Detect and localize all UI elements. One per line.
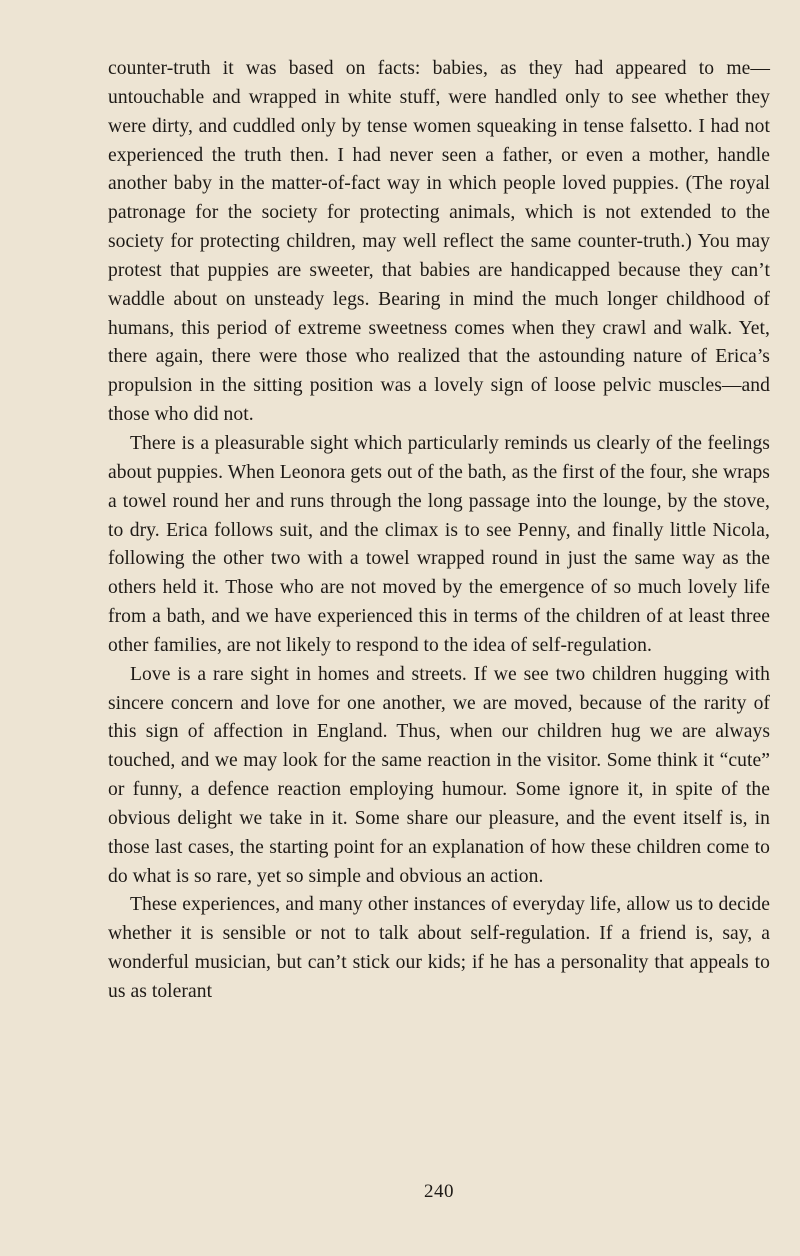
- body-text: [108, 55, 770, 1007]
- paragraph-4: These experiences, and many other instances of everyday life, allow us to decide whether it is sensible or not to talk about self-regulation. If a friend is, say, a wonderful musician, but can’t stick our kids; if he has a personality that appeals to us as tolerant: [108, 894, 770, 1002]
- paragraph-1: counter-truth it was based on facts: babies, as they had appeared to me—untouchable and wrapped in white stuff, were handled only to see whether they were dirty, and cuddled only by tense women squeaking in tense falsetto. I had not experienced the truth then. I had never seen a father, or even a mother, handle another baby in the matter-of-fact way in which people loved puppies. (The royal patronage for the society for protecting animals, which is not extended to the society for protecting children, may well reflect the same counter-truth.) You may protest that puppies are sweeter, that babies are handicapped because they can’t waddle about on unsteady legs. Bearing in mind the much longer childhood of humans, this period of extreme sweetness comes when they crawl and walk. Yet, there again, there were those who realized that the astounding nature of Erica’s propulsion in the sitting position was a lovely sign of loose pelvic muscles—and those who did not.: [108, 58, 770, 426]
- page-number: 240: [424, 1181, 454, 1202]
- paragraph-3: Love is a rare sight in homes and streets. If we see two children hugging with sincere concern and love for one another, we are moved, because of the rarity of this sign of affection in England. Thus, when our children hug we are always touched, and we may look for the same reaction in the visitor. Some think it “cute” or funny, a defence reaction employing humour. Some ignore it, in spite of the obvious delight we take in it. Some share our pleasure, and the event itself is, in those last cases, the starting point for an explanation of how these children come to do what is so rare, yet so simple and obvious an action.: [108, 663, 770, 887]
- paragraph-2: There is a pleasurable sight which particularly reminds us clearly of the feelings about puppies. When Leonora gets out of the bath, as the first of the four, she wraps a towel round her and runs through the long passage into the lounge, by the stove, to dry. Erica follows suit, and the climax is to see Penny, and finally little Nicola, following the other two with a towel wrapped round in just the same way as the others held it. Those who are not moved by the emergence of so much lovely life from a bath, and we have experienced this in terms of the children of at least three other families, are not likely to respond to the idea of self-regulation.: [108, 432, 770, 656]
